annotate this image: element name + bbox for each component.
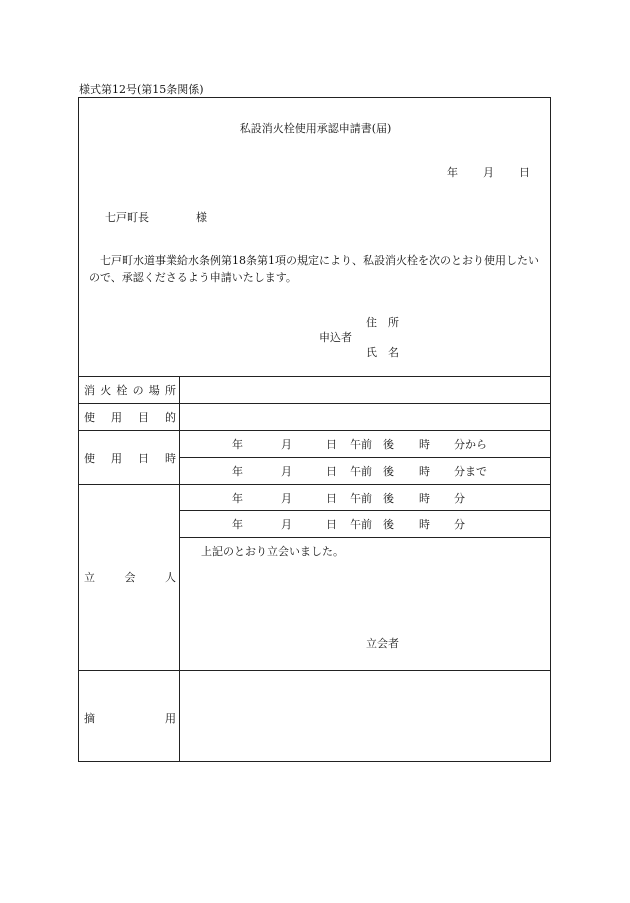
minute-label: 分から — [454, 438, 487, 451]
purpose-field[interactable] — [180, 404, 550, 430]
year-label: 年 — [232, 465, 243, 478]
row-divider — [79, 430, 550, 431]
applicant-label: 申込者 — [319, 331, 352, 344]
date-year-label[interactable]: 年 — [447, 166, 458, 179]
applicant-address-label[interactable]: 住 所 — [366, 316, 399, 329]
day-label: 日 — [326, 518, 337, 531]
application-form — [78, 97, 551, 762]
date-month-label[interactable]: 月 — [483, 166, 494, 179]
witness-datetime-field[interactable] — [180, 490, 550, 506]
witness-signer-label[interactable]: 立会者 — [366, 637, 399, 650]
row-divider — [179, 537, 550, 538]
use-start-datetime-field[interactable] — [180, 436, 550, 452]
month-label: 月 — [281, 438, 292, 451]
witness-datetime-field[interactable] — [180, 516, 550, 532]
purpose-label — [84, 409, 176, 425]
label-char: 使 — [84, 452, 95, 465]
ampm-label: 午前 後 — [350, 492, 394, 505]
row-divider — [179, 457, 550, 458]
minute-label: 分 — [454, 518, 465, 531]
label-char: 的 — [165, 411, 176, 424]
form-title: 私設消火栓使用承認申請書(届) — [239, 122, 392, 135]
applicant-name-label[interactable]: 氏 名 — [366, 346, 399, 359]
datetime-label — [84, 450, 176, 466]
minute-label: 分まで — [454, 465, 487, 478]
label-char: 用 — [111, 452, 122, 465]
year-label: 年 — [232, 518, 243, 531]
label-char: 用 — [111, 411, 122, 424]
label-char: の — [132, 384, 144, 397]
label-char: 会 — [124, 571, 136, 584]
month-label: 月 — [281, 465, 292, 478]
day-label: 日 — [326, 438, 337, 451]
ampm-label: 午前 後 — [350, 465, 394, 478]
label-char: 場 — [148, 384, 160, 397]
hour-label: 時 — [419, 438, 430, 451]
hour-label: 時 — [419, 492, 430, 505]
label-char: 火 — [100, 384, 112, 397]
use-end-datetime-field[interactable] — [180, 463, 550, 479]
month-label: 月 — [281, 492, 292, 505]
label-char: 用 — [165, 712, 176, 725]
location-label — [84, 382, 176, 398]
ampm-label: 午前 後 — [350, 518, 394, 531]
remarks-label — [84, 710, 176, 726]
year-label: 年 — [232, 492, 243, 505]
label-char: 使 — [84, 411, 95, 424]
addressee-name: 七戸町長 — [105, 211, 149, 224]
hour-label: 時 — [419, 465, 430, 478]
row-divider — [179, 510, 550, 511]
label-char: 立 — [84, 571, 95, 584]
witness-label — [84, 569, 176, 585]
date-day-label[interactable]: 日 — [519, 166, 530, 179]
label-char: 時 — [165, 452, 176, 465]
day-label: 日 — [326, 465, 337, 478]
location-field[interactable] — [180, 377, 550, 403]
row-divider — [79, 484, 550, 485]
label-char: 日 — [138, 452, 149, 465]
day-label: 日 — [326, 492, 337, 505]
remarks-field[interactable] — [180, 671, 550, 761]
label-char: 消 — [84, 384, 95, 397]
label-char: 目 — [138, 411, 149, 424]
year-label: 年 — [232, 438, 243, 451]
minute-label: 分 — [454, 492, 465, 505]
addressee-honorific: 様 — [196, 211, 207, 224]
application-statement-text: 七戸町水道事業給水条例第18条第1項の規定により、私設消火栓を次のとおり使用したいので、承認くださるよう申請いたします。 — [89, 254, 539, 284]
witness-statement: 上記のとおり立会いました。 — [201, 545, 344, 558]
month-label: 月 — [281, 518, 292, 531]
form-number: 様式第12号(第15条関係) — [79, 83, 204, 96]
label-char: 所 — [164, 384, 176, 397]
ampm-label: 午前 後 — [350, 438, 394, 451]
label-char: 摘 — [84, 712, 95, 725]
application-statement — [89, 252, 544, 286]
hour-label: 時 — [419, 518, 430, 531]
label-char: 人 — [165, 571, 176, 584]
label-char: 栓 — [116, 384, 128, 397]
